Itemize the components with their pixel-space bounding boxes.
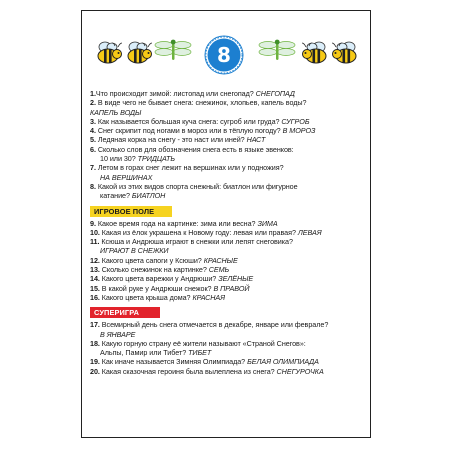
dragonfly-icon bbox=[154, 39, 194, 61]
question-19: 19. Как иначе называется Зимняя Олимпиада? БЕЛАЯ ОЛИМПИАДА bbox=[90, 357, 319, 367]
quiz-page bbox=[81, 10, 371, 438]
question-10: 10. Какая из ёлок украшена к Новому году: левая или правая? ЛЕВАЯ bbox=[90, 227, 322, 237]
bee-icon bbox=[330, 41, 360, 65]
section-game-field: ИГРОВОЕ ПОЛЕ bbox=[90, 206, 172, 217]
question-12: 12. Какого цвета сапоги у Ксюши? КРАСНЫЕ bbox=[90, 255, 238, 265]
dragonfly-icon bbox=[258, 39, 298, 61]
question-2: 2. В виде чего не бывает снега: снежинок, хлопьев, капель воды? bbox=[90, 98, 307, 108]
question-18: 18. Какую горную страну её жители называют «Страной Снегов»: bbox=[90, 338, 306, 348]
question-8: 8. Какой из этих видов спорта снежный: биатлон или фигурное bbox=[90, 181, 298, 191]
bee-icon bbox=[300, 41, 330, 65]
question-6: 6. Сколько слов для обозначения снега есть в языке эвенков: bbox=[90, 144, 294, 154]
question-16: 16. Какого цвета крыша дома? КРАСНАЯ bbox=[90, 292, 226, 302]
questions-list bbox=[90, 89, 368, 376]
question-13: 13. Сколько снежинок на картинке? СЕМЬ bbox=[90, 265, 230, 275]
answer-8: катание? БИАТЛОН bbox=[100, 191, 166, 201]
question-15: 15. В какой руке у Андрюши снежок? В ПРАВОЙ bbox=[90, 283, 250, 293]
bee-icon bbox=[124, 41, 154, 65]
question-17: 17. Всемирный день снега отмечается в декабре, январе или феврале? bbox=[90, 320, 329, 330]
question-20: 20. Какая сказочная героиня была вылеплена из снега? СНЕГУРОЧКА bbox=[90, 366, 324, 376]
question-7: 7. Летом в горах снег лежит на вершинах или у подножия? bbox=[90, 163, 284, 173]
answer-11: ИГРАЮТ В СНЕЖКИ bbox=[100, 246, 169, 256]
section-super-game: СУПЕРИГРА bbox=[90, 307, 160, 318]
answer-7: НА ВЕРШИНАХ bbox=[100, 172, 153, 182]
answer-2: КАПЕЛЬ ВОДЫ bbox=[90, 107, 142, 117]
header-decoration bbox=[82, 11, 370, 77]
question-4: 4. Снег скрипит под ногами в мороз или в тёплую погоду? В МОРОЗ bbox=[90, 126, 316, 136]
question-card-number: 8 bbox=[217, 43, 231, 67]
question-11: 11. Ксюша и Андрюша играют в снежки или лепят снеговика? bbox=[90, 237, 293, 247]
question-5: 5. Ледяная корка на снегу - это наст или иней? НАСТ bbox=[90, 135, 266, 145]
answer-18: Альпы, Памир или Тибет? ТИБЕТ bbox=[100, 348, 212, 358]
question-3: 3. Как называется большая куча снега: сугроб или груда? СУГРОБ bbox=[90, 116, 310, 126]
bee-icon bbox=[94, 41, 124, 65]
question-1: 1.Что происходит зимой: листопад или снегопад? СНЕГОПАД bbox=[90, 89, 295, 98]
question-9: 9. Какое время года на картинке: зима или весна? ЗИМА bbox=[90, 218, 278, 228]
answer-6: 10 или 30? ТРИДЦАТЬ bbox=[100, 154, 176, 164]
question-14: 14. Какого цвета варежки у Андрюши? ЗЕЛЁНЫЕ bbox=[90, 274, 254, 284]
number-badge-icon bbox=[204, 35, 244, 75]
answer-17: В ЯНВАРЕ bbox=[100, 329, 136, 339]
